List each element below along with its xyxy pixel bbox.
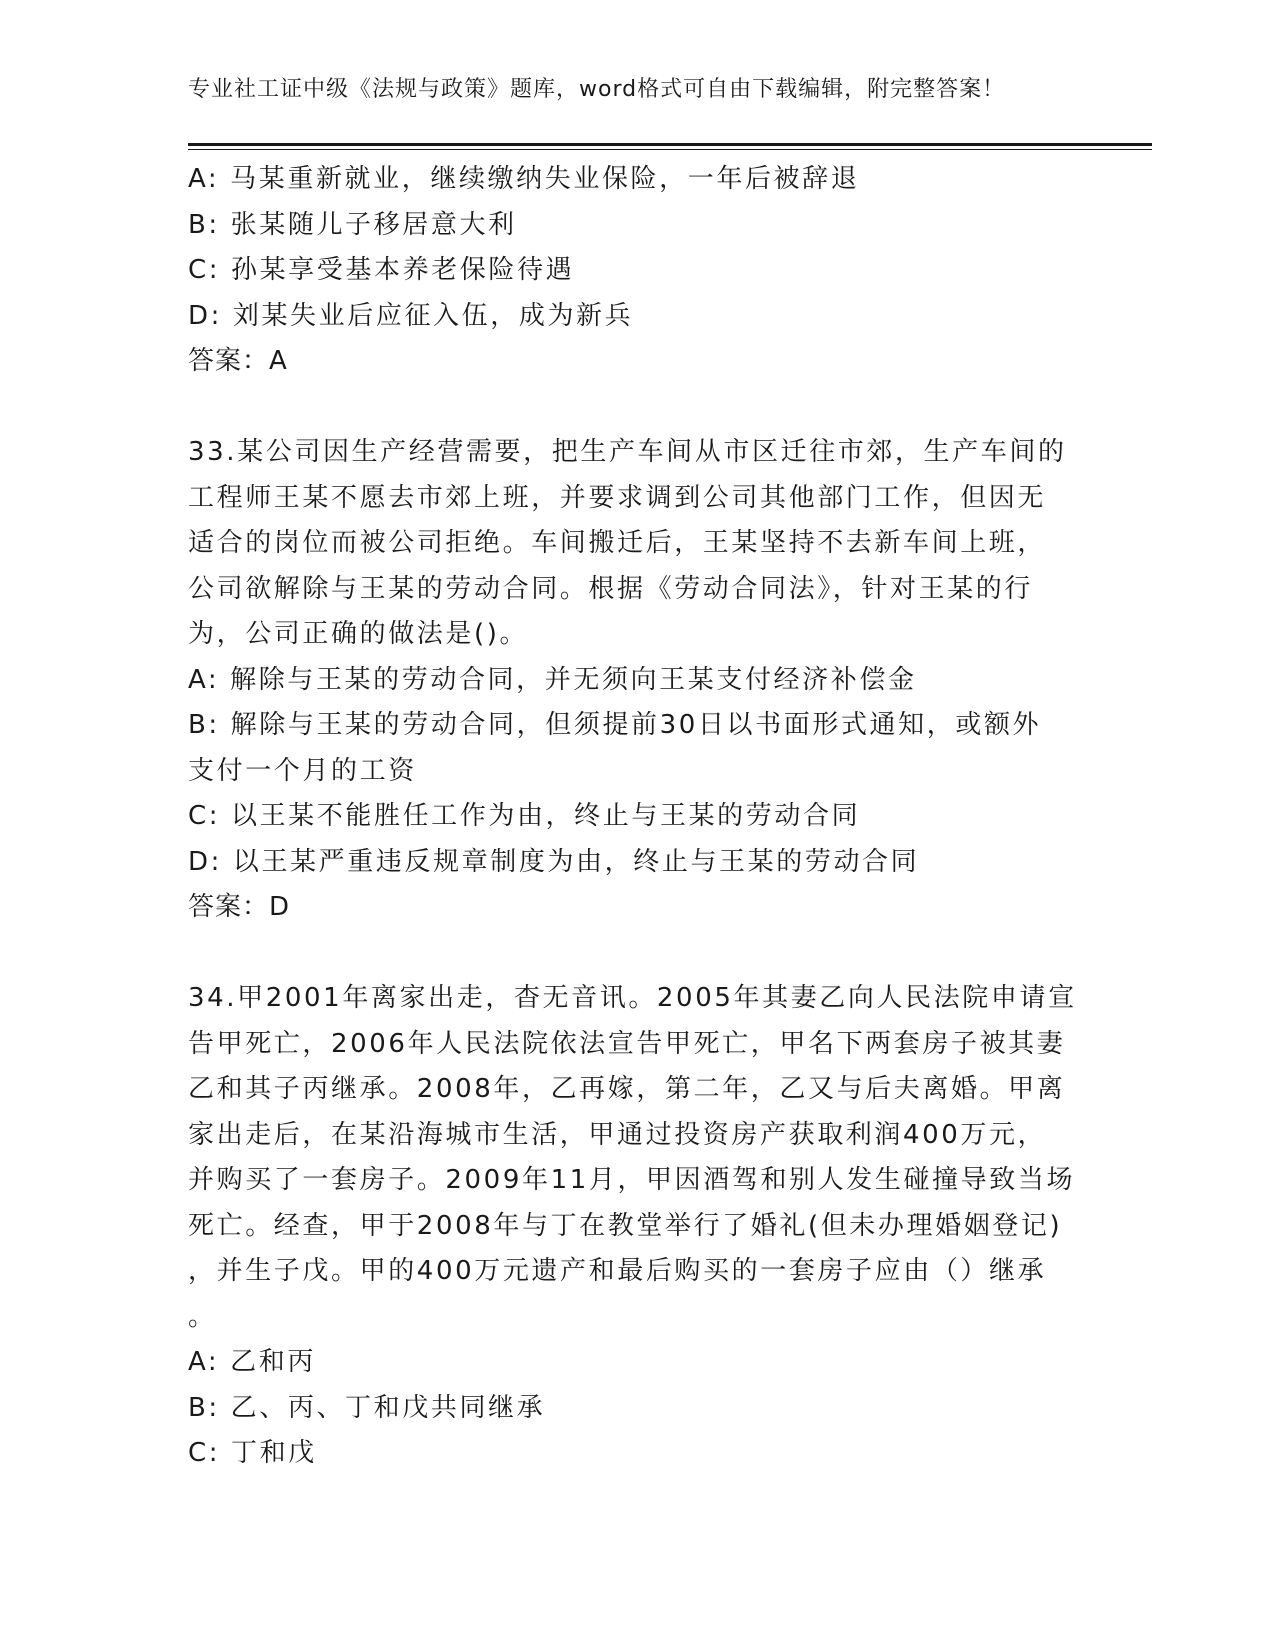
question-content [188,157,1088,1477]
question-33-answer: 答案：D [188,892,291,922]
option-c: C: 丁和戊 [188,1438,317,1468]
page-header: 专业社工证中级《法规与政策》题库，word格式可自由下载编辑，附完整答案！ [188,77,1006,102]
question-33-stem [188,430,1088,658]
option-b: B: 解除与王某的劳动合同，但须提前30日以书面形式通知，或额外 [188,710,1042,740]
question-32-answer: 答案：A [188,346,288,376]
stem-line: 34.甲2001年离家出走，杳无音讯。2005年其妻乙向人民法院申请宣 [188,983,1077,1013]
header-rule-thick [188,143,1152,146]
stem-line: 工程师王某不愿去市郊上班，并要求调到公司其他部门工作，但因无 [188,482,1047,513]
option-a: A: 乙和丙 [188,1347,316,1377]
option-c: C: 孙某享受基本养老保险待遇 [188,255,575,285]
question-32-options [188,157,1088,339]
stem-line: 适合的岗位而被公司拒绝。车间搬迁后，王某坚持不去新车间上班， [188,528,1047,558]
question-34-stem [188,976,1088,1340]
stem-line: 33.某公司因生产经营需要，把生产车间从市区迁往市郊，生产车间的 [188,437,1067,467]
stem-line: 家出走后，在某沿海城市生活，甲通过投资房产获取利润400万元， [188,1119,1047,1150]
spacer [188,931,1088,977]
stem-line: 死亡。经查，甲于2008年与丁在教堂举行了婚礼(但未办理婚姻登记) [188,1210,1063,1241]
option-b: B: 乙、丙、丁和戊共同继承 [188,1392,546,1423]
option-b: B: 张某随儿子移居意大利 [188,209,517,240]
stem-line: 并购买了一套房子。2009年11月，甲因酒驾和别人发生碰撞导致当场 [188,1165,1076,1195]
header-rule-thin [188,149,1152,150]
option-d: D: 以王某严重违反规章制度为由，终止与王某的劳动合同 [188,846,920,877]
option-d: D: 刘某失业后应征入伍，成为新兵 [188,300,634,331]
stem-line: 乙和其子丙继承。2008年，乙再嫁，第二年，乙又与后夫离婚。甲离 [188,1074,1066,1104]
stem-line: 告甲死亡，2006年人民法院依法宣告甲死亡，甲名下两套房子被其妻 [188,1028,1066,1059]
option-a: A: 马某重新就业，继续缴纳失业保险，一年后被辞退 [188,164,860,194]
question-33-options [188,658,1088,886]
stem-line: 。 [188,1301,217,1332]
spacer [188,385,1088,431]
option-a: A: 解除与王某的劳动合同，并无须向王某支付经济补偿金 [188,664,917,695]
stem-line: 公司欲解除与王某的劳动合同。根据《劳动合同法》，针对王某的行 [188,573,1034,604]
stem-line: ，并生子戊。甲的400万元遗产和最后购买的一套房子应由（）继承 [188,1256,1047,1286]
stem-line: 为，公司正确的做法是()。 [188,619,529,649]
question-34-options [188,1340,1088,1477]
option-b-continued: 支付一个月的工资 [188,755,417,786]
option-c: C: 以王某不能胜任工作为由，终止与王某的劳动合同 [188,801,861,831]
